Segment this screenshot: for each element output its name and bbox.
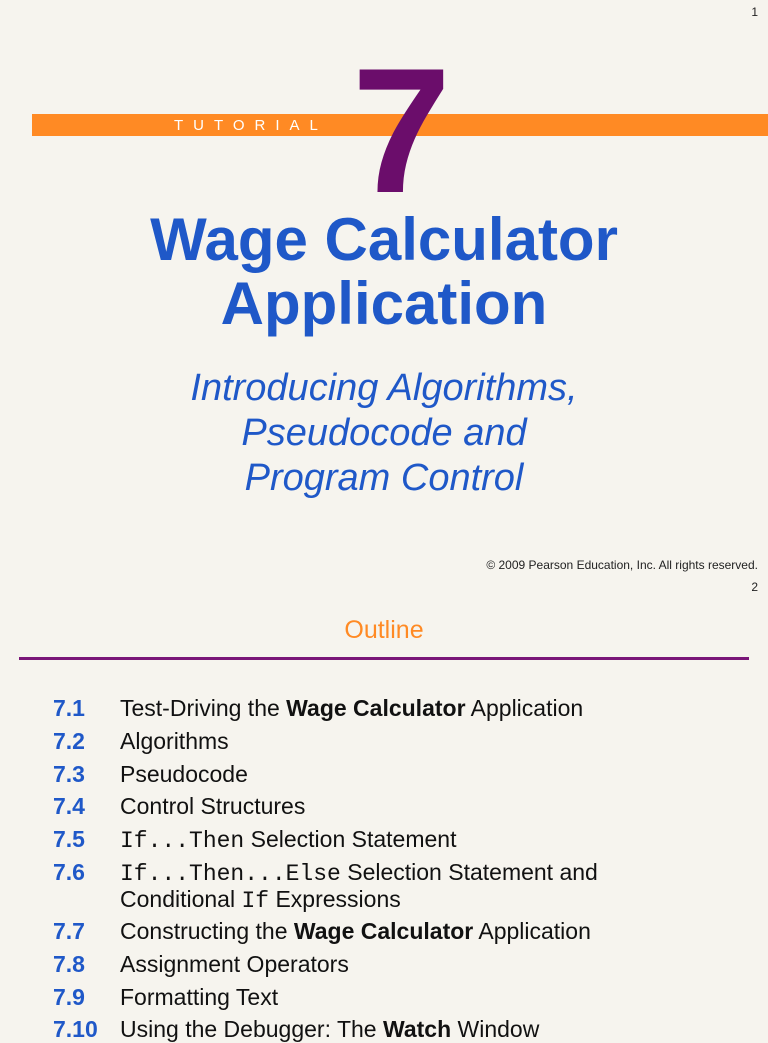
toc-number: 7.5 — [53, 826, 85, 852]
subtitle-line-1: Introducing Algorithms, — [190, 367, 578, 409]
toc-number: 7.3 — [53, 761, 85, 787]
toc-text: Constructing the — [120, 918, 294, 944]
toc-text: Expressions — [269, 886, 401, 912]
subtitle-line-3: Program Control — [244, 457, 524, 499]
toc-text: Formatting Text — [120, 984, 279, 1010]
toc-code-text: If — [241, 888, 270, 914]
toc-text: Application — [465, 695, 584, 721]
toc-bold-text: Wage Calculator — [286, 695, 466, 721]
subtitle — [0, 366, 768, 501]
toc-text: Application — [473, 918, 591, 944]
copyright-notice: © 2009 Pearson Education, Inc. All rights reserved. — [486, 558, 758, 572]
toc-text: Test-Driving the — [120, 695, 287, 721]
toc-text: Window — [451, 1016, 540, 1042]
toc-code-text: If...Then — [120, 828, 245, 854]
toc-text: Control Structures — [120, 793, 306, 819]
toc-number: 7.10 — [53, 1016, 98, 1042]
subtitle-line-2: Pseudocode and — [241, 412, 527, 454]
outline-divider — [19, 657, 749, 660]
toc-text: Pseudocode — [120, 761, 248, 787]
toc-bold-text: Wage Calculator — [293, 918, 474, 944]
toc-number: 7.7 — [53, 918, 85, 944]
toc-text: Using the Debugger: The — [120, 1016, 383, 1042]
tutorial-label: TUTORIAL — [174, 117, 328, 134]
page-number-1: 1 — [751, 5, 758, 19]
title-line-2: Application — [220, 270, 548, 337]
toc-code-text: If...Then...Else — [120, 861, 341, 887]
toc-text: Selection Statement and — [340, 859, 598, 885]
outline-heading: Outline — [344, 616, 424, 644]
toc-text: Algorithms — [120, 728, 229, 754]
title-line-1: Wage Calculator — [150, 206, 618, 273]
toc-number: 7.4 — [53, 793, 85, 819]
toc-number: 7.1 — [53, 695, 85, 721]
chapter-number: 7 — [352, 31, 451, 230]
toc-bold-text: Watch — [382, 1016, 452, 1042]
toc-text: Assignment Operators — [120, 951, 349, 977]
toc-text: Conditional — [120, 886, 242, 912]
toc-number: 7.6 — [53, 859, 85, 885]
page-title — [0, 208, 768, 336]
toc-number: 7.8 — [53, 951, 85, 977]
toc-number: 7.2 — [53, 728, 85, 754]
page-number-2: 2 — [751, 580, 758, 594]
toc-text: Selection Statement — [244, 826, 457, 852]
toc-number: 7.9 — [53, 984, 85, 1010]
